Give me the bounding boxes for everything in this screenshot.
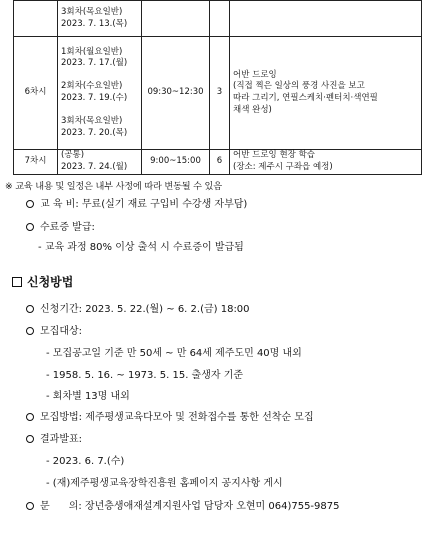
result-detail: - (재)제주평생교육장학진흥원 홈페이지 공지사항 게시 — [46, 478, 283, 489]
target-line: 모집대상: — [26, 322, 82, 337]
session-cell: 6차시 — [14, 37, 58, 150]
table-row — [14, 150, 422, 175]
circle-bullet-icon — [26, 413, 34, 421]
section-heading: 신청방법 — [12, 273, 73, 290]
circle-bullet-icon — [26, 435, 34, 443]
certificate-detail: - 교육 과정 80% 이상 출석 시 수료증이 발급됨 — [38, 242, 244, 253]
circle-bullet-icon — [26, 327, 34, 335]
table-row — [14, 1, 422, 37]
square-bullet-icon — [12, 277, 22, 287]
hours-cell: 6 — [210, 150, 230, 175]
date-cell: 1회차(월요일반) 2023. 7. 17.(월) 2회차(수요일반) 2023. 7. 19.(수) 3회차(목요일반) 2023. 7. 20.(목) — [58, 37, 142, 150]
time-cell: 9:00~15:00 — [142, 150, 210, 175]
method-line: 모집방법: 제주평생교육다모아 및 전화접수를 통한 선착순 모집 — [26, 408, 314, 423]
result-line: 결과발표: — [26, 430, 82, 445]
circle-bullet-icon — [26, 223, 34, 231]
table-row — [14, 37, 422, 150]
hours-cell: 3 — [210, 37, 230, 150]
result-detail: - 2023. 6. 7.(수) — [46, 456, 125, 467]
circle-bullet-icon — [26, 200, 34, 208]
schedule-table — [13, 0, 422, 175]
time-cell: 09:30~12:30 — [142, 37, 210, 150]
target-detail: - 모집공고일 기준 만 50세 ~ 만 64세 제주도민 40명 내외 — [46, 348, 302, 359]
date-cell: (공통) 2023. 7. 24.(월) — [58, 150, 142, 175]
session-cell: 7차시 — [14, 150, 58, 175]
certificate-line: 수료증 발급: — [26, 218, 95, 233]
schedule-note: ※ 교육 내용 및 일정은 내부 사정에 따라 변동될 수 있음 — [5, 181, 222, 192]
date-cell: 3회차(목요일반) 2023. 7. 13.(목) — [58, 1, 142, 37]
content-cell: 어반 드로잉 현장 학습 (장소: 제주시 구좌읍 예정) — [230, 150, 422, 175]
circle-bullet-icon — [26, 305, 34, 313]
target-detail: - 회차별 13명 내외 — [46, 391, 130, 402]
contact-line: 문 의: 장년층생애재설계지원사업 담당자 오현미 064)755-9875 — [26, 497, 340, 512]
fee-line: 교 육 비: 무료(실기 재료 구입비 수강생 자부담) — [26, 195, 247, 210]
content-cell: 어반 드로잉 (직접 찍은 일상의 풍경 사진을 보고 따라 그리기, 연필스케치·펜터치·색연필 채색 완성) — [230, 37, 422, 150]
circle-bullet-icon — [26, 502, 34, 510]
target-detail: - 1958. 5. 16. ~ 1973. 5. 15. 출생자 기준 — [46, 370, 244, 381]
period-line: 신청기간: 2023. 5. 22.(월) ~ 6. 2.(금) 18:00 — [26, 300, 250, 315]
